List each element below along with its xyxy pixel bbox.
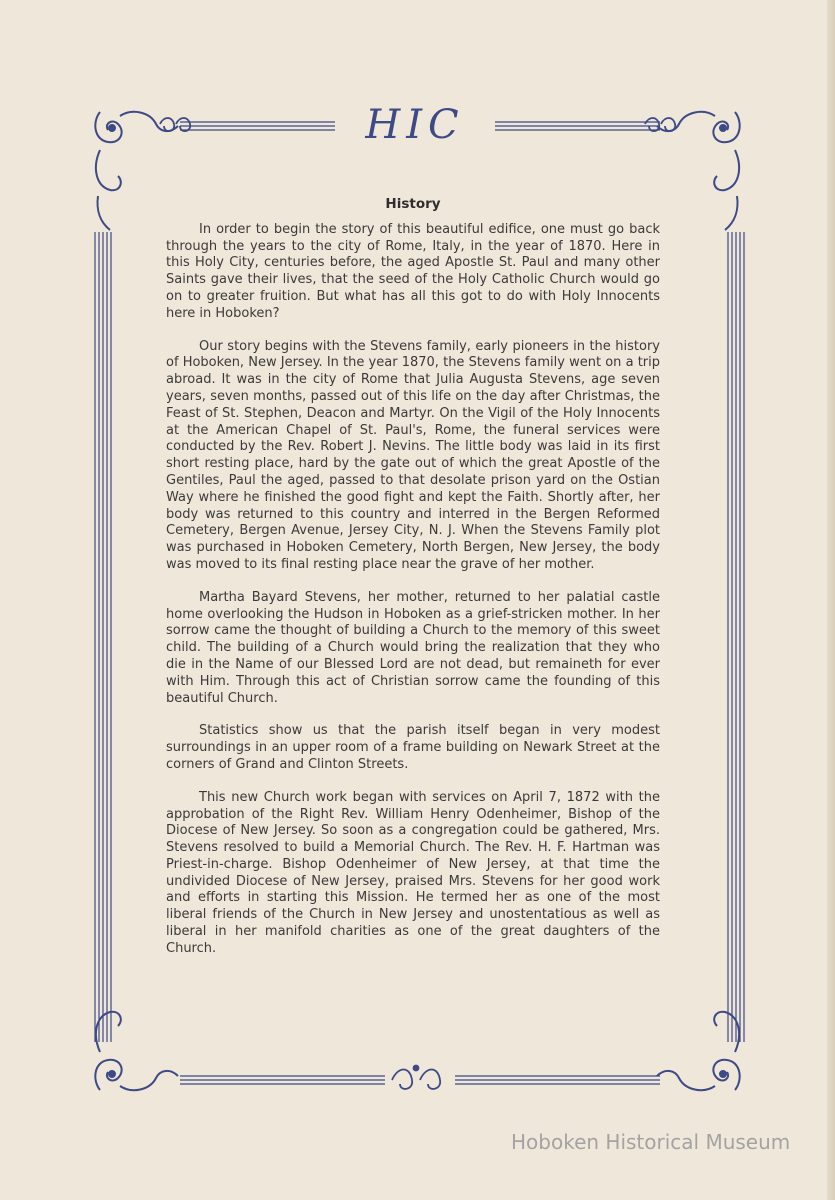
- museum-watermark: Hoboken Historical Museum: [511, 1130, 791, 1154]
- paragraph-church-work: This new Church work began with services on April 7, 1872 with the approbation of the Right Rev. William Henry Odenheimer, Bishop of the Diocese of New Jersey. So soon as a congregation could be gathered, Mrs. Stevens resolved to build a Memorial Church. The Rev. H. F. Hartman was Priest-in-charge. Bishop Odenheimer of New Jersey, at that time the undivided Diocese of New Jersey, praised Mrs. Stevens for her good work and efforts in starting this Mission. He termed her as one of the most liberal friends of the Church in New Jersey and unostentatious as well as liberal in her manifold charities as one of the great daughters of the Church.: [166, 789, 660, 956]
- paragraph-statistics: Statistics show us that the parish itself began in very modest surroundings in an upper room of a frame building on Newark Street at the corners of Grand and Clinton Streets.: [166, 723, 660, 772]
- monogram-hic: HIC: [365, 102, 465, 148]
- paragraph-rome: In order to begin the story of this beautiful edifice, one must go back through the years to the city of Rome, Italy, in the year of 1870. Here in this Holy City, centuries before, the aged Apostle St. Paul and many other Saints gave their lives, that the seed of the Holy Catholic Church would go on to greater fruition. But what has all this got to do with Holy Innocents here in Hoboken?: [166, 221, 660, 321]
- paragraph-stevens-family: Our story begins with the Stevens family, early pioneers in the history of Hoboken, New Jersey. In the year 1870, the Stevens family went on a trip abroad. It was in the city of Rome that Julia Augusta Stevens, age seven years, seven months, passed out of this life on the day after Christmas, the Feast of St. Stephen, Deacon and Martyr. On the Vigil of the Holy Innocents at the American Chapel of St. Paul's, Rome, the funeral services were conducted by the Rev. Robert J. Nevins. The little body was laid in its first short resting place, hard by the gate out of which the great Apostle of the Gentiles, Paul the aged, passed to that desolate prison yard on the Ostian Way where he finished the good fight and kept the Faith. Shortly after, her body was returned to this country and interred in the Bergen Reformed Cemetery, Bergen Avenue, Jersey City, N. J. When the Stevens Family plot was purchased in Hoboken Cemetery, North Bergen, New Jersey, the body was moved to its final resting place near the grave of her mother.: [166, 338, 660, 572]
- paragraph-martha-stevens: Martha Bayard Stevens, her mother, returned to her palatial castle home overlooking the Hudson in Hoboken as a grief-stricken mother. In her sorrow came the thought of building a Church to the memory of this sweet child. The building of a Church would bring the realization that they who die in the Name of our Blessed Lord are not dead, but remaineth for ever with Him. Through this act of Christian sorrow came the founding of this beautiful Church.: [166, 589, 660, 706]
- document-body: [166, 196, 660, 974]
- page-heading: History: [385, 196, 441, 212]
